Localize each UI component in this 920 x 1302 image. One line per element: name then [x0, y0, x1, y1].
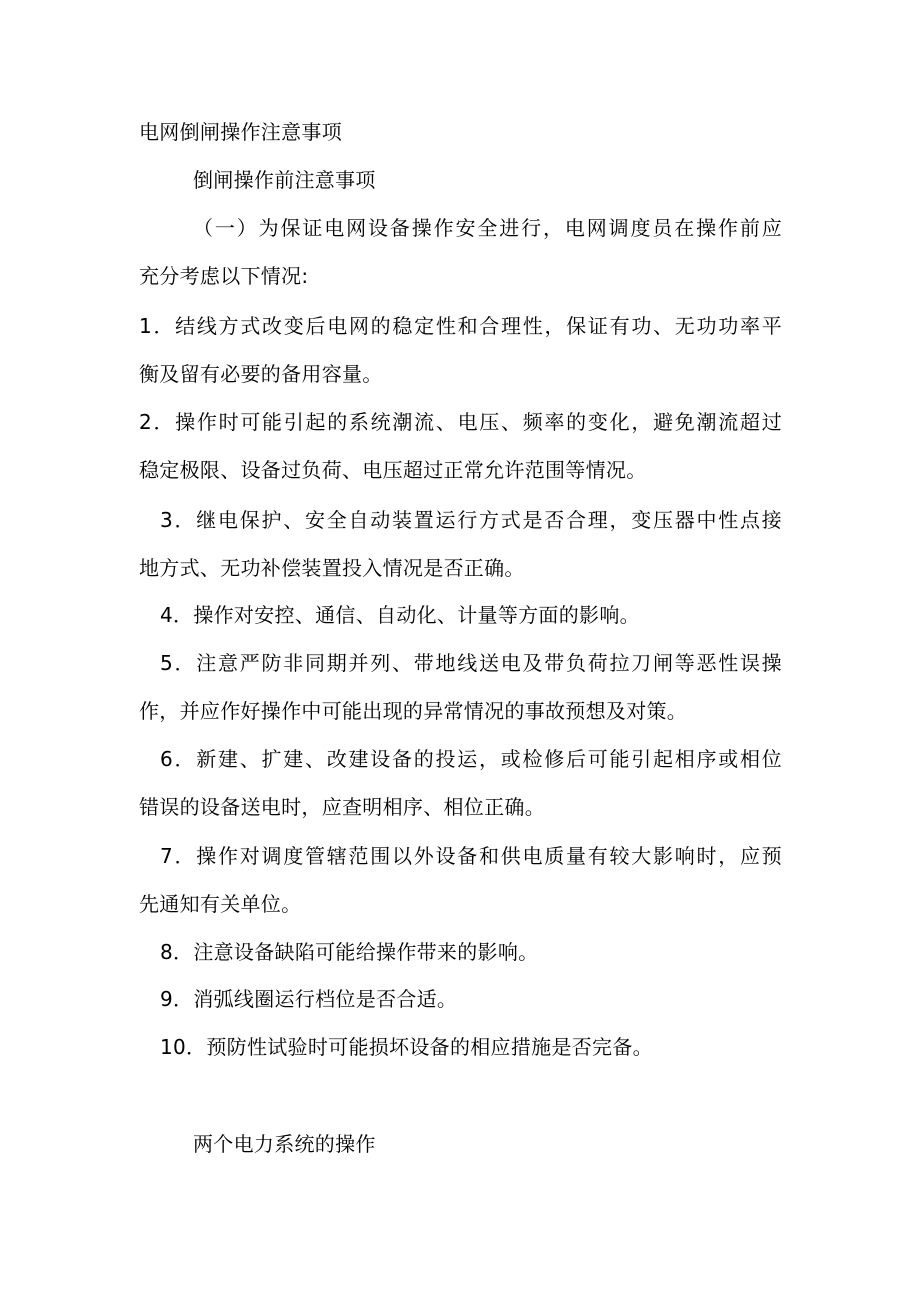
document-title: 电网倒闸操作注意事项	[139, 120, 342, 144]
intro-line-2: 充分考虑以下情况:	[139, 264, 309, 288]
intro-line-1: （一）为保证电网设备操作安全进行，电网调度员在操作前应	[193, 216, 782, 240]
list-item-6-line-1: 6．新建、扩建、改建设备的投运，或检修后可能引起相序或相位	[160, 747, 782, 771]
list-item-7-line-2: 先通知有关单位。	[139, 892, 302, 916]
list-item-2-line-1: 2．操作时可能引起的系统潮流、电压、频率的变化，避免潮流超过	[139, 410, 782, 434]
list-item-6-line-2: 错误的设备送电时，应查明相序、相位正确。	[139, 795, 545, 819]
list-item-4: 4．操作对安控、通信、自动化、计量等方面的影响。	[160, 603, 640, 627]
next-section-heading: 两个电力系统的操作	[193, 1132, 376, 1156]
list-item-3-line-2: 地方式、无功补偿装置投入情况是否正确。	[139, 556, 525, 580]
list-item-5-line-1: 5．注意严防非同期并列、带地线送电及带负荷拉刀闸等恶性误操	[160, 651, 782, 675]
list-item-1-line-1: 1．结线方式改变后电网的稳定性和合理性，保证有功、无功功率平	[139, 314, 782, 338]
list-item-2-line-2: 稳定极限、设备过负荷、电压超过正常允许范围等情况。	[139, 458, 647, 482]
list-item-9: 9．消弧线圈运行档位是否合适。	[160, 987, 458, 1011]
list-item-3-line-1: 3．继电保护、安全自动装置运行方式是否合理，变压器中性点接	[160, 508, 782, 532]
list-item-5-line-2: 作，并应作好操作中可能出现的异常情况的事故预想及对策。	[139, 699, 688, 723]
list-item-7-line-1: 7．操作对调度管辖范围以外设备和供电质量有较大影响时，应预	[160, 844, 782, 868]
section-heading: 倒闸操作前注意事项	[193, 168, 376, 192]
list-item-8: 8．注意设备缺陷可能给操作带来的影响。	[160, 940, 539, 964]
list-item-10: 10．预防性试验时可能损坏设备的相应措施是否完备。	[160, 1035, 653, 1059]
list-item-1-line-2: 衡及留有必要的备用容量。	[139, 362, 383, 386]
